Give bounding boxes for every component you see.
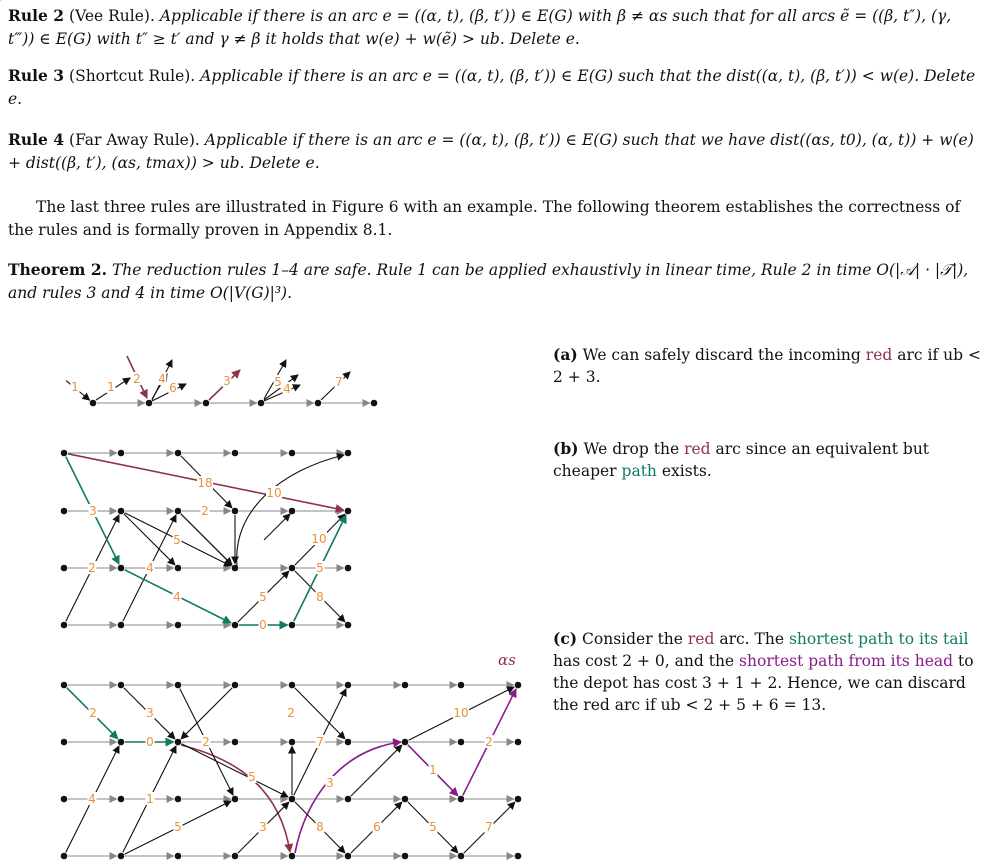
graph-node <box>345 682 352 689</box>
graph-node <box>345 622 352 629</box>
graph-node <box>289 796 296 803</box>
weight-label: 5 <box>429 820 437 834</box>
graph-node <box>203 400 210 407</box>
weight-label: 2 <box>88 561 96 575</box>
graph-node <box>232 682 239 689</box>
weight-label: 2 <box>89 706 97 720</box>
caption-b-text3: exists. <box>661 462 712 480</box>
caption-c-text3: has cost 2 + 0, and the <box>553 652 735 670</box>
graph-node <box>232 450 239 457</box>
weight-label: 3 <box>89 504 97 518</box>
weight-label: 1 <box>107 380 115 394</box>
arc-14 <box>181 688 232 739</box>
graph-node <box>118 450 125 457</box>
rule-3-head: Rule 3 <box>8 66 65 85</box>
weight-label: 7 <box>335 375 343 389</box>
rule-2-body: Applicable if there is an arc e = ((α, t), (β, t′)) ∈ E(G) with β ≠ αs such that for all arcs ẽ = ((β, t″), (γ, t‴)) ∈ E(G) with t″ ≥ t′ and γ ≠ β it holds that w(e) + w(ẽ) > ub. Delete e. <box>8 7 952 48</box>
theorem-head: Theorem 2. <box>8 260 108 279</box>
rule-2-name: (Vee Rule). <box>69 7 155 25</box>
weight-label: 3 <box>146 706 154 720</box>
rule-2-head: Rule 2 <box>8 6 65 25</box>
weight-label: 0 <box>146 735 154 749</box>
graph-node <box>232 508 239 515</box>
graph-node <box>402 853 409 860</box>
rule-3-body: Applicable if there is an arc e = ((α, t), (β, t′)) ∈ E(G) such that the dist((α, t), (β, t′)) < w(e). Delete e. <box>8 67 976 108</box>
weight-label: 7 <box>485 820 493 834</box>
graph-node <box>175 796 182 803</box>
caption-b-text: We drop the <box>583 440 680 458</box>
graph-node <box>345 508 352 515</box>
graph-node <box>289 682 296 689</box>
weight-label: 6 <box>169 381 177 395</box>
graph-node <box>289 565 296 572</box>
weight-label: 5 <box>173 533 181 547</box>
weight-label: 3 <box>326 776 334 790</box>
weight-label: 8 <box>316 590 324 604</box>
arc-16 <box>295 688 345 739</box>
weight-label: 6 <box>373 820 381 834</box>
caption-a-text: We can safely discard the incoming <box>582 346 861 364</box>
rule-4-head: Rule 4 <box>8 130 65 149</box>
caption-c-text4: to the depot has cost 3 + 1 + 2. Hence, we can discard the red arc if ub < 2 + 5 + 6 = 13. <box>553 652 974 714</box>
depot-label: αs <box>498 651 516 669</box>
graph-node <box>118 853 125 860</box>
graph-node <box>175 622 182 629</box>
graph-node <box>175 739 182 746</box>
caption-c-purple: shortest path from its head <box>739 652 954 670</box>
graph-node <box>371 400 378 407</box>
graph-node <box>175 853 182 860</box>
weight-label: 1 <box>429 763 437 777</box>
graph-node <box>175 450 182 457</box>
weight-label: 3 <box>223 374 231 388</box>
weight-label: 2 <box>485 735 493 749</box>
arc-29 <box>351 745 402 796</box>
graph-node <box>515 796 522 803</box>
weight-label: 1 <box>71 380 79 394</box>
weight-label: 5 <box>274 375 282 389</box>
graph-node <box>402 796 409 803</box>
graph-node <box>61 565 68 572</box>
weight-label: 5 <box>259 590 267 604</box>
arc-11 <box>264 514 290 540</box>
weight-label: 0 <box>259 618 267 632</box>
graph-node <box>118 508 125 515</box>
theorem-body: The reduction rules 1–4 are safe. Rule 1 can be applied exhaustivly in linear time, Rule 2 in time O(|𝒜| · |𝒯|), and rules 3 and 4 in time O(|V(G)|³). <box>8 261 969 302</box>
weight-label: 8 <box>316 820 324 834</box>
graph-node <box>458 796 465 803</box>
graph-node <box>61 622 68 629</box>
rule-4-name: (Far Away Rule). <box>69 131 200 149</box>
graph-node <box>402 739 409 746</box>
graph-node <box>232 622 239 629</box>
caption-b-text2: arc since an equivalent but cheaper <box>553 440 930 480</box>
caption-a-red: red <box>865 346 893 364</box>
weight-label: 10 <box>311 532 327 546</box>
weight-label: 10 <box>453 706 469 720</box>
graph-node <box>458 682 465 689</box>
weight-label: 4 <box>158 372 166 386</box>
weight-label: 4 <box>283 382 291 396</box>
graph-node <box>402 682 409 689</box>
graph-node <box>232 796 239 803</box>
caption-c-text: Consider the <box>582 630 683 648</box>
weight-label: 2 <box>287 706 295 720</box>
weight-label: 2 <box>202 735 210 749</box>
graph-node <box>289 739 296 746</box>
rule-3-name: (Shortcut Rule). <box>69 67 196 85</box>
graph-node <box>146 400 153 407</box>
weight-label: 4 <box>88 792 96 806</box>
graph-node <box>345 450 352 457</box>
weight-label: 10 <box>266 486 282 500</box>
graph-node <box>61 450 68 457</box>
graph-node <box>289 450 296 457</box>
caption-a-text2: arc if ub < 2 + 3. <box>553 346 981 386</box>
graph-node <box>515 682 522 689</box>
graph-node <box>289 853 296 860</box>
rule-4-body: Applicable if there is an arc e = ((α, t), (β, t′)) ∈ E(G) such that we have dist((αs, t0), (α, t)) + w(e) + dist((β, t′), (αs, tmax)) > ub. Delete e. <box>8 131 974 172</box>
caption-b-label: (b) <box>553 439 579 458</box>
graph-node <box>175 682 182 689</box>
arc-15 <box>182 744 288 797</box>
graph-node <box>315 400 322 407</box>
weight-label: 5 <box>316 561 324 575</box>
graph-node <box>61 682 68 689</box>
graph-node <box>232 853 239 860</box>
graph-node <box>345 796 352 803</box>
graph-node <box>345 565 352 572</box>
graph-node <box>61 853 68 860</box>
graph-node <box>118 682 125 689</box>
graph-node <box>289 622 296 629</box>
graph-node <box>175 508 182 515</box>
graph-node <box>175 565 182 572</box>
caption-c-label: (c) <box>553 629 578 648</box>
graph-node <box>118 565 125 572</box>
weight-label: 2 <box>133 372 141 386</box>
weight-label: 4 <box>146 561 154 575</box>
weight-label: 7 <box>316 735 324 749</box>
graph-node <box>458 853 465 860</box>
graph-node <box>90 400 97 407</box>
graph-node <box>61 796 68 803</box>
graph-node <box>345 853 352 860</box>
weight-label: 1 <box>146 792 154 806</box>
weight-label: 4 <box>173 590 181 604</box>
graph-node <box>118 622 125 629</box>
caption-b-green: path <box>621 462 657 480</box>
graph-node <box>515 853 522 860</box>
weight-label: 2 <box>201 504 209 518</box>
graph-node <box>258 400 265 407</box>
caption-a-label: (a) <box>553 345 578 364</box>
graph-node <box>289 508 296 515</box>
caption-b-red: red <box>684 440 711 458</box>
graph-node <box>61 508 68 515</box>
caption-c-green: shortest path to its tail <box>788 630 969 648</box>
arc-5 <box>181 514 232 565</box>
caption-c-text2: arc. The <box>719 630 785 648</box>
graph-node <box>232 739 239 746</box>
arc-1 <box>124 514 175 565</box>
weight-label: 5 <box>174 820 182 834</box>
caption-c-red: red <box>687 630 715 648</box>
graph-node <box>118 796 125 803</box>
graph-node <box>515 739 522 746</box>
graph-node <box>118 739 125 746</box>
graph-node <box>61 739 68 746</box>
weight-label: 3 <box>259 820 267 834</box>
graph-node <box>458 739 465 746</box>
graph-node <box>345 739 352 746</box>
weight-label: 18 <box>197 476 213 490</box>
weight-label: 5 <box>248 770 256 784</box>
body-paragraph: The last three rules are illustrated in Figure 6 with an example. The following theorem establishes the correctness of the rules and is formally proven in Appendix 8.1. <box>8 198 961 239</box>
graph-node <box>232 565 239 572</box>
